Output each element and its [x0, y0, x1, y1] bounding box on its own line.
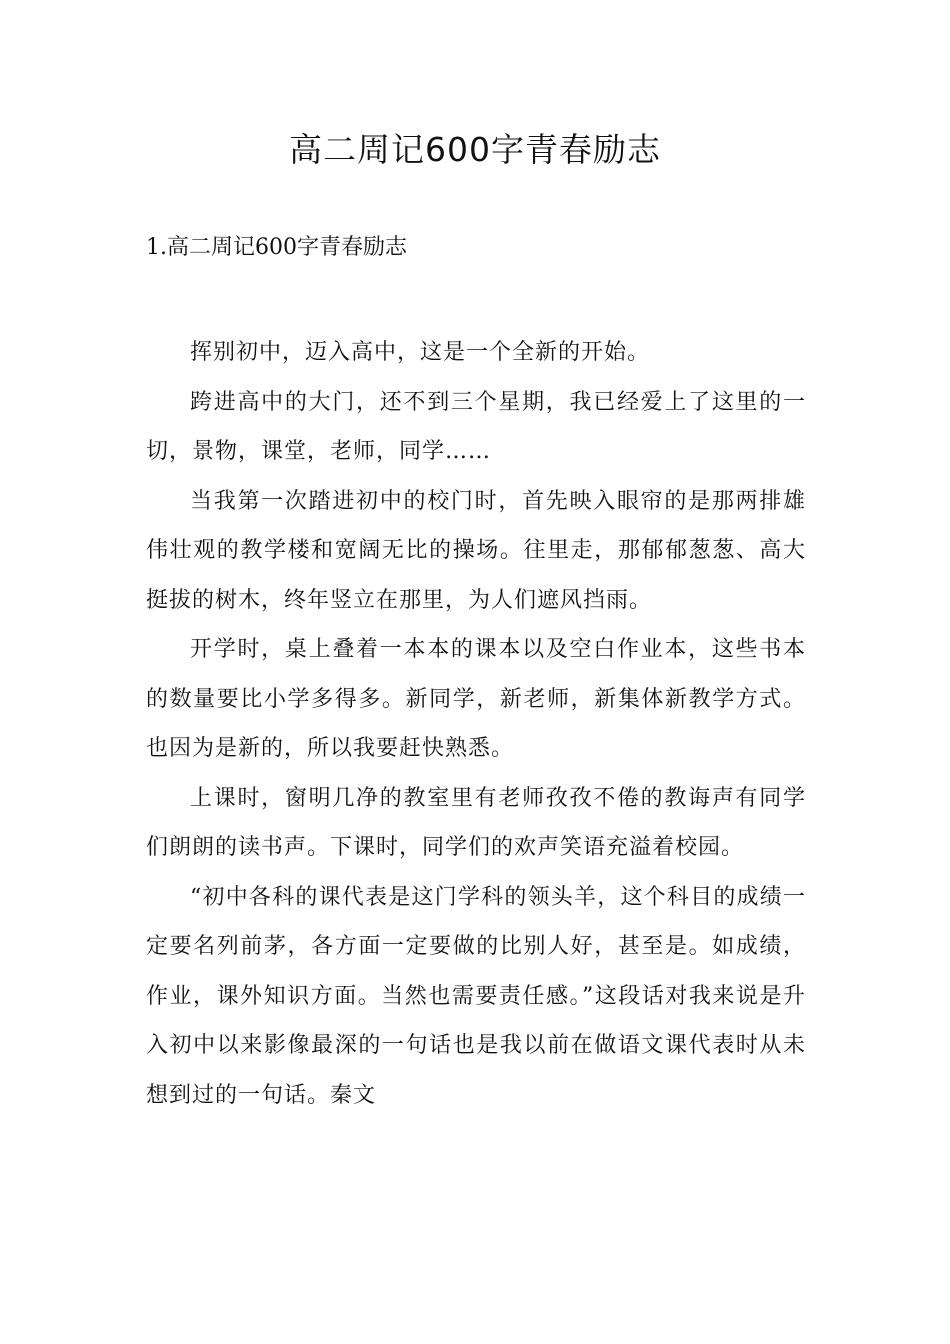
paragraph: 当我第一次踏进初中的校门时，首先映入眼帘的是那两排雄伟壮观的教学楼和宽阔无比的操场。往里走，那郁郁葱葱、高大挺拔的树木，终年竖立在那里，为人们遮风挡雨。: [146, 488, 806, 613]
document-title: 高二周记600字青春励志: [289, 130, 661, 169]
paragraph: “初中各科的课代表是这门学科的领头羊，这个科目的成绩一定要名列前茅，各方面一定要做的比别人好，甚至是。如成绩，作业，课外知识方面。当然也需要责任感。”这段话对我来说是升入初中以来影像最深的一句话也是我以前在做语文课代表时从未想到过的一句话。秦文: [146, 884, 806, 1108]
body-text: [146, 328, 806, 1120]
paragraph: 开学时，桌上叠着一本本的课本以及空白作业本，这些书本的数量要比小学多得多。新同学，新老师，新集体新教学方式。也因为是新的，所以我要赶快熟悉。: [146, 637, 806, 761]
section-heading: 1.高二周记600字青春励志: [146, 235, 407, 260]
paragraph: 上课时，窗明几净的教室里有老师孜孜不倦的教诲声有同学们朗朗的读书声。下课时，同学们的欢声笑语充溢着校园。: [146, 785, 806, 860]
paragraph: 挥别初中，迈入高中，这是一个全新的开始。: [190, 340, 651, 365]
paragraph: 跨进高中的大门，还不到三个星期，我已经爱上了这里的一切，景物，课堂，老师，同学……: [146, 389, 806, 464]
